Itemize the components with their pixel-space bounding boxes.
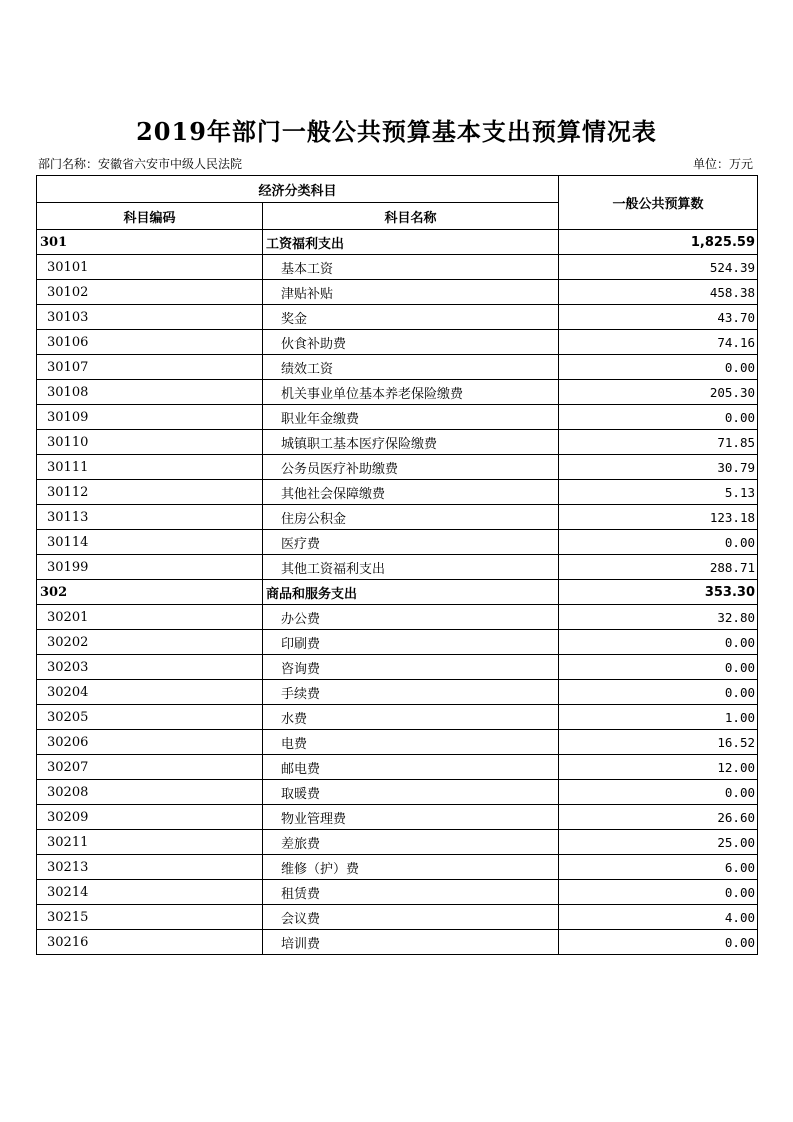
code-cell: 30111: [37, 455, 263, 480]
amount-cell: 12.00: [559, 755, 758, 780]
name-cell: 伙食补助费: [263, 330, 559, 355]
name-cell: 工资福利支出: [263, 230, 559, 255]
table-row: [37, 780, 758, 805]
code-cell: 30208: [37, 780, 263, 805]
amount-cell: 0.00: [559, 530, 758, 555]
amount-cell: 1,825.59: [559, 230, 758, 255]
code-cell: 30209: [37, 805, 263, 830]
header-category: 经济分类科目: [37, 176, 559, 203]
name-cell: 物业管理费: [263, 805, 559, 830]
code-cell: 30113: [37, 505, 263, 530]
table-row: [37, 605, 758, 630]
code-cell: 30204: [37, 680, 263, 705]
amount-cell: 524.39: [559, 255, 758, 280]
table-row: [37, 305, 758, 330]
table-row: [37, 255, 758, 280]
name-cell: 租赁费: [263, 880, 559, 905]
table-row: [37, 405, 758, 430]
amount-cell: 43.70: [559, 305, 758, 330]
code-cell: 30199: [37, 555, 263, 580]
code-cell: 30112: [37, 480, 263, 505]
amount-cell: 0.00: [559, 780, 758, 805]
header-code: 科目编码: [37, 203, 263, 230]
name-cell: 医疗费: [263, 530, 559, 555]
name-cell: 其他社会保障缴费: [263, 480, 559, 505]
name-cell: 水费: [263, 705, 559, 730]
code-cell: 30103: [37, 305, 263, 330]
table-row: [37, 805, 758, 830]
table-row: [37, 480, 758, 505]
amount-cell: 0.00: [559, 680, 758, 705]
department-name: 部门名称：安徽省六安市中级人民法院: [38, 157, 243, 171]
amount-cell: 458.38: [559, 280, 758, 305]
code-cell: 30213: [37, 855, 263, 880]
name-cell: 印刷费: [263, 630, 559, 655]
amount-cell: 0.00: [559, 355, 758, 380]
table-row: [37, 280, 758, 305]
code-cell: 30206: [37, 730, 263, 755]
amount-cell: 0.00: [559, 655, 758, 680]
page-title: 2019年部门一般公共预算基本支出预算情况表: [136, 117, 657, 146]
name-cell: 奖金: [263, 305, 559, 330]
amount-cell: 30.79: [559, 455, 758, 480]
table-row: [37, 830, 758, 855]
code-cell: 30203: [37, 655, 263, 680]
unit-label: 单位：万元: [692, 157, 753, 171]
amount-cell: 288.71: [559, 555, 758, 580]
name-cell: 商品和服务支出: [263, 580, 559, 605]
header-name: 科目名称: [263, 203, 559, 230]
name-cell: 住房公积金: [263, 505, 559, 530]
code-cell: 301: [37, 230, 263, 255]
name-cell: 会议费: [263, 905, 559, 930]
name-cell: 咨询费: [263, 655, 559, 680]
code-cell: 30110: [37, 430, 263, 455]
code-cell: 30201: [37, 605, 263, 630]
name-cell: 邮电费: [263, 755, 559, 780]
code-cell: 30216: [37, 930, 263, 955]
table-row: [37, 655, 758, 680]
code-cell: 30215: [37, 905, 263, 930]
budget-table: [36, 175, 758, 955]
name-cell: 电费: [263, 730, 559, 755]
table-row: [37, 630, 758, 655]
amount-cell: 25.00: [559, 830, 758, 855]
name-cell: 津贴补贴: [263, 280, 559, 305]
amount-cell: 71.85: [559, 430, 758, 455]
amount-cell: 0.00: [559, 630, 758, 655]
code-cell: 30207: [37, 755, 263, 780]
amount-cell: 16.52: [559, 730, 758, 755]
amount-cell: 1.00: [559, 705, 758, 730]
amount-cell: 205.30: [559, 380, 758, 405]
name-cell: 机关事业单位基本养老保险缴费: [263, 380, 559, 405]
table-row: [37, 680, 758, 705]
code-cell: 30202: [37, 630, 263, 655]
table-body: [37, 230, 758, 955]
code-cell: 30108: [37, 380, 263, 405]
amount-cell: 5.13: [559, 480, 758, 505]
code-cell: 302: [37, 580, 263, 605]
amount-cell: 6.00: [559, 855, 758, 880]
name-cell: 手续费: [263, 680, 559, 705]
code-cell: 30205: [37, 705, 263, 730]
table-row: [37, 755, 758, 780]
table-row: [37, 430, 758, 455]
amount-cell: 4.00: [559, 905, 758, 930]
table-row: [37, 705, 758, 730]
table-group-row: [37, 230, 758, 255]
table-row: [37, 905, 758, 930]
code-cell: 30107: [37, 355, 263, 380]
table-row: [37, 855, 758, 880]
code-cell: 30211: [37, 830, 263, 855]
amount-cell: 0.00: [559, 880, 758, 905]
code-cell: 30106: [37, 330, 263, 355]
code-cell: 30102: [37, 280, 263, 305]
table-row: [37, 355, 758, 380]
amount-cell: 32.80: [559, 605, 758, 630]
name-cell: 办公费: [263, 605, 559, 630]
amount-cell: 0.00: [559, 930, 758, 955]
name-cell: 公务员医疗补助缴费: [263, 455, 559, 480]
table-header: [37, 176, 758, 230]
table-row: [37, 530, 758, 555]
table-row: [37, 555, 758, 580]
name-cell: 培训费: [263, 930, 559, 955]
table-row: [37, 380, 758, 405]
name-cell: 城镇职工基本医疗保险缴费: [263, 430, 559, 455]
table-row: [37, 880, 758, 905]
table-row: [37, 330, 758, 355]
code-cell: 30101: [37, 255, 263, 280]
code-cell: 30214: [37, 880, 263, 905]
amount-cell: 123.18: [559, 505, 758, 530]
code-cell: 30109: [37, 405, 263, 430]
table-row: [37, 505, 758, 530]
name-cell: 其他工资福利支出: [263, 555, 559, 580]
name-cell: 差旅费: [263, 830, 559, 855]
code-cell: 30114: [37, 530, 263, 555]
name-cell: 绩效工资: [263, 355, 559, 380]
name-cell: 基本工资: [263, 255, 559, 280]
amount-cell: 0.00: [559, 405, 758, 430]
table-row: [37, 730, 758, 755]
amount-cell: 353.30: [559, 580, 758, 605]
table-row: [37, 930, 758, 955]
name-cell: 职业年金缴费: [263, 405, 559, 430]
table-group-row: [37, 580, 758, 605]
name-cell: 取暖费: [263, 780, 559, 805]
amount-cell: 26.60: [559, 805, 758, 830]
name-cell: 维修（护）费: [263, 855, 559, 880]
amount-cell: 74.16: [559, 330, 758, 355]
header-amount: 一般公共预算数: [559, 176, 758, 230]
table-row: [37, 455, 758, 480]
